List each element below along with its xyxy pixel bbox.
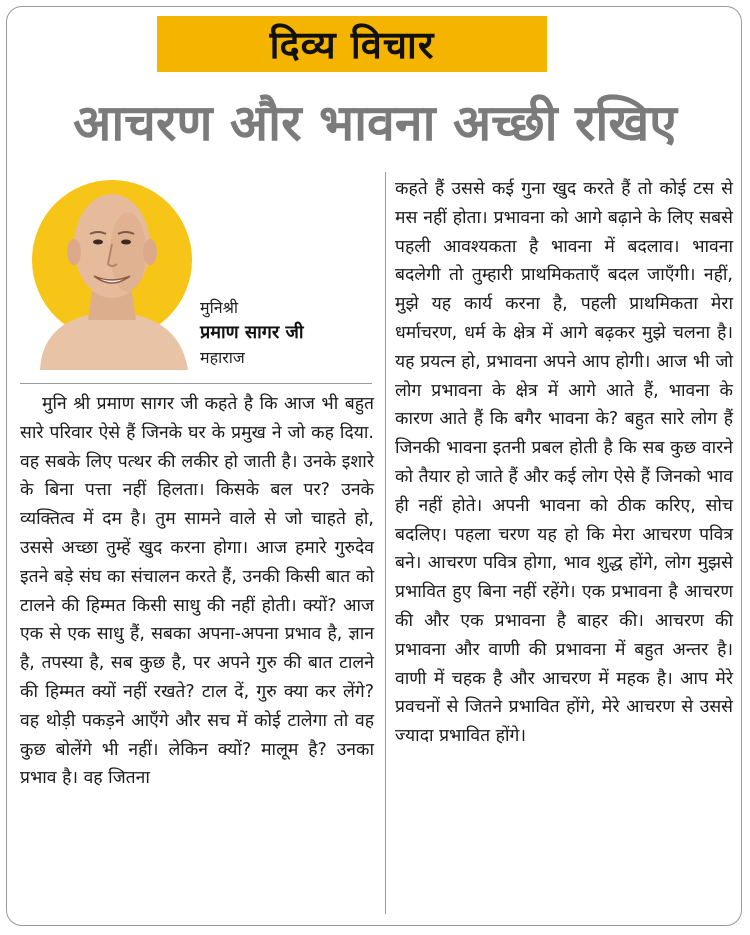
author-prefix: मुनिश्री — [200, 298, 239, 317]
author-suffix: महाराज — [200, 348, 245, 367]
author-name: प्रमाण सागर जी — [200, 322, 304, 343]
article-paragraph-left: मुनि श्री प्रमाण सागर जी कहते है कि आज भी बहुत सारे परिवार ऐसे हैं जिनके घर के प्रमुख ने जो कह दिया. वह सबके लिए पत्थर की लकीर हो जाती है। उनके इशारे के बिना पत्ता नहीं हिलता। किसके बल पर? उनके व्यक्तित्व में दम है। तुम सामने वाले से जो चाहते हो, उससे अच्छा तुम्हें खुद करना होगा। आज हमारे गुरुदेव इतने बड़े संघ का संचालन करते हैं, उनकी किसी बात को टालने की हिम्मत किसी साधु की नहीं होती। क्यों? आज एक से एक साधु हैं, सबका अपना-अपना प्रभाव है, ज्ञान है, तपस्या है, सब कुछ है, पर अपने गुरु की बात टालने की हिम्मत क्यों नहीं रखते? टाल दें, गुरु क्या कर लेंगे? वह थोड़ी पकड़ने आएँगे और सच में कोई टालेगा तो वह कुछ बोलेंगे भी नहीं। लेकिन क्यों? मालूम है? उनका प्रभाव है। वह जितना — [20, 394, 374, 789]
divider-vertical — [385, 172, 386, 914]
portrait-ear-left — [67, 239, 81, 265]
portrait-eye-right — [121, 240, 131, 245]
article-column-right — [395, 175, 733, 751]
portrait-ear-right — [143, 239, 157, 265]
author-byline — [200, 296, 360, 370]
portrait-eye-left — [93, 240, 103, 245]
article-column-left — [20, 390, 374, 793]
author-portrait — [20, 172, 200, 370]
divider-horizontal — [20, 383, 372, 384]
section-banner: दिव्य विचार — [157, 16, 547, 72]
headline: आचरण और भावना अच्छी रखिए — [73, 94, 677, 152]
article-paragraph-right: कहते हैं उससे कई गुना खुद करते हैं तो कोई टस से मस नहीं होता। प्रभावना को आगे बढ़ाने के लिए सबसे पहली आवश्यकता है भावना में बदलाव। भावना बदलेगी तो तुम्हारी प्राथमिकताएँ बदल जाएँगी। नहीं, मुझे यह कार्य करना है, पहली प्राथमिकता मेरा धर्माचरण, धर्म के क्षेत्र में आगे बढ़कर मुझे चलना है। यह प्रयत्न हो, प्रभावना अपने आप होगी। आज भी जो लोग प्रभावना के क्षेत्र में आगे आते हैं, भावना के कारण आते हैं कि बगैर भावना के? बहुत सारे लोग हैं जिनकी भावना इतनी प्रबल होती है कि सब कुछ वारने को तैयार हो जाते हैं और कई लोग ऐसे हैं जिनको भाव ही नहीं होते। अपनी भावना को ठीक करिए, सोच बदलिए। पहला चरण यह हो कि मेरा आचरण पवित्र बने। आचरण पवित्र होगा, भाव शुद्ध होंगे, लोग मुझसे प्रभावित हुए बिना नहीं रहेंगे। एक प्रभावना है आचरण की और एक प्रभावना है बाहर की। आचरण की प्रभावना और वाणी की प्रभावना में बहुत अन्तर है। वाणी में चहक है और आचरण में महक है। आप मेरे प्रवचनों से जितने प्रभावित होंगे, मेरे आचरण से उससे ज्यादा प्रभावित होंगे। — [395, 179, 733, 747]
